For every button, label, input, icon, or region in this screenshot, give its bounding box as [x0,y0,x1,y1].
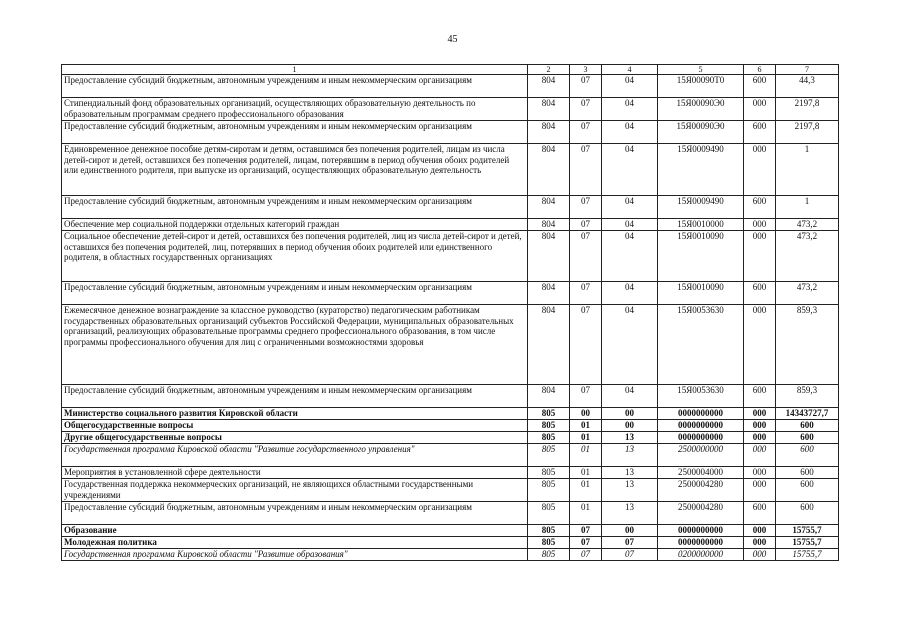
row-code-5: 0000000000 [658,537,744,549]
table-row [62,479,839,502]
row-description: Ежемесячное денежное вознаграждение за классное руководство (кураторство) педагогическим работникам государственных образовательных организаций субъектов Российской Федерации, муниципальных образовательных организаций, реализующих образовательные программы среднего профессионального образования, в том числе программы профессионального обучения для лиц с ограниченными возможностями здоровья [62,305,528,385]
row-description: Предоставление субсидий бюджетным, автономным учреждениям и иным некоммерческим организациям [62,282,528,305]
row-description: Предоставление субсидий бюджетным, автономным учреждениям и иным некоммерческим организациям [62,75,528,98]
row-code-4: 13 [602,502,658,525]
row-code-5: 0200000000 [658,549,744,561]
row-amount: 473,2 [776,219,839,231]
row-code-2: 805 [528,502,570,525]
row-code-2: 804 [528,231,570,282]
row-code-6: 600 [744,282,776,305]
row-code-2: 804 [528,144,570,196]
row-amount: 600 [776,444,839,467]
row-amount: 859,3 [776,305,839,385]
row-amount: 600 [776,467,839,479]
row-code-5: 15Я0053630 [658,305,744,385]
column-header-4: 4 [602,65,658,75]
row-amount: 15755,7 [776,549,839,561]
row-description: Стипендиальный фонд образовательных организаций, осуществляющих образовательную деятельность по образовательным программам среднего профессионального образования [62,98,528,121]
row-code-6: 600 [744,385,776,408]
row-code-4: 04 [602,305,658,385]
page-number: 45 [447,34,458,45]
row-code-2: 805 [528,549,570,561]
row-code-5: 15Я0010090 [658,282,744,305]
row-amount: 1 [776,196,839,219]
row-code-5: 15Я00090Т0 [658,75,744,98]
row-code-3: 07 [570,525,602,537]
row-amount: 600 [776,420,839,432]
table-row [62,98,839,121]
row-code-3: 07 [570,231,602,282]
row-code-5: 15Я00090Э0 [658,121,744,144]
row-code-3: 07 [570,385,602,408]
row-amount: 14343727,7 [776,408,839,420]
row-code-6: 600 [744,502,776,525]
row-code-6: 000 [744,231,776,282]
row-code-3: 07 [570,537,602,549]
table-row [62,502,839,525]
row-code-4: 13 [602,432,658,444]
row-code-2: 804 [528,219,570,231]
row-code-3: 07 [570,121,602,144]
row-amount: 859,3 [776,385,839,408]
column-header-2: 2 [528,65,570,75]
row-code-6: 000 [744,219,776,231]
row-description: Социальное обеспечение детей-сирот и детей, оставшихся без попечения родителей, лиц из числа детей-сирот и детей, оставшихся без попечения родителей, лиц, потерявших в период обучения обоих родителей или единственного родителя, в областных государственных организациях [62,231,528,282]
row-amount: 2197,8 [776,121,839,144]
row-code-3: 01 [570,502,602,525]
row-description: Государственная поддержка некоммерческих организаций, не являющихся областными государственными учреждениями [62,479,528,502]
row-code-4: 04 [602,282,658,305]
column-header-5: 5 [658,65,744,75]
row-code-4: 04 [602,196,658,219]
row-amount: 15755,7 [776,525,839,537]
row-code-5: 2500000000 [658,444,744,467]
row-code-3: 01 [570,467,602,479]
row-code-6: 000 [744,525,776,537]
row-code-2: 804 [528,305,570,385]
row-description: Предоставление субсидий бюджетным, автономным учреждениям и иным некоммерческим организациям [62,502,528,525]
row-description: Общегосударственные вопросы [62,420,528,432]
row-code-5: 0000000000 [658,420,744,432]
row-description: Министерство социального развития Кировской области [62,408,528,420]
row-amount: 600 [776,432,839,444]
row-description: Государственная программа Кировской области "Развитие государственного управления" [62,444,528,467]
row-code-6: 600 [744,75,776,98]
row-code-2: 804 [528,282,570,305]
row-code-4: 00 [602,420,658,432]
row-description: Обеспечение мер социальной поддержки отдельных категорий граждан [62,219,528,231]
row-code-3: 07 [570,282,602,305]
row-code-6: 000 [744,444,776,467]
row-amount: 44,3 [776,75,839,98]
table-row [62,420,839,432]
row-amount: 15755,7 [776,537,839,549]
table-row [62,282,839,305]
row-code-3: 07 [570,98,602,121]
row-code-4: 13 [602,444,658,467]
row-code-4: 04 [602,385,658,408]
table-row [62,231,839,282]
row-code-4: 00 [602,408,658,420]
row-code-5: 15Я00090Э0 [658,98,744,121]
row-code-6: 600 [744,196,776,219]
row-code-4: 04 [602,75,658,98]
row-code-6: 000 [744,537,776,549]
row-code-6: 000 [744,144,776,196]
row-code-3: 07 [570,144,602,196]
table-row [62,537,839,549]
row-code-4: 00 [602,525,658,537]
table-row [62,467,839,479]
row-code-3: 07 [570,549,602,561]
row-code-2: 804 [528,98,570,121]
table-row [62,144,839,196]
row-code-4: 07 [602,537,658,549]
row-code-6: 000 [744,420,776,432]
table-row [62,385,839,408]
row-description: Предоставление субсидий бюджетным, автономным учреждениям и иным некоммерческим организациям [62,385,528,408]
column-header-7: 7 [776,65,839,75]
row-amount: 473,2 [776,282,839,305]
budget-table [61,64,839,561]
row-code-2: 805 [528,420,570,432]
row-description: Мероприятия в установленной сфере деятельности [62,467,528,479]
row-description: Образование [62,525,528,537]
table-row [62,408,839,420]
row-code-3: 07 [570,196,602,219]
row-code-6: 000 [744,549,776,561]
row-code-5: 2500004280 [658,502,744,525]
row-code-5: 15Я0053630 [658,385,744,408]
row-code-2: 804 [528,385,570,408]
row-code-4: 13 [602,467,658,479]
column-header-3: 3 [570,65,602,75]
row-code-6: 600 [744,121,776,144]
row-code-3: 07 [570,219,602,231]
table-body [62,75,839,561]
row-code-5: 15Я0009490 [658,196,744,219]
row-description: Единовременное денежное пособие детям-сиротам и детям, оставшимся без попечения родителей, лицам из числа детей-сирот и детей, оставшихся без попечения родителей, лицам, потерявшим в период обучения обоих родителей или единственного родителя, при выпуске из организаций, осуществляющих образовательную деятельность [62,144,528,196]
table-row [62,196,839,219]
row-description: Молодежная политика [62,537,528,549]
row-code-5: 0000000000 [658,408,744,420]
row-code-5: 15Я0009490 [658,144,744,196]
row-code-2: 804 [528,75,570,98]
row-code-2: 804 [528,196,570,219]
row-code-6: 000 [744,98,776,121]
row-code-3: 01 [570,432,602,444]
row-amount: 473,2 [776,231,839,282]
row-code-5: 0000000000 [658,525,744,537]
row-code-2: 805 [528,467,570,479]
row-code-5: 0000000000 [658,432,744,444]
row-code-3: 01 [570,479,602,502]
row-description: Предоставление субсидий бюджетным, автономным учреждениям и иным некоммерческим организациям [62,196,528,219]
table-row [62,525,839,537]
row-code-3: 01 [570,444,602,467]
row-code-6: 000 [744,408,776,420]
table-row [62,432,839,444]
table-row [62,549,839,561]
row-code-2: 805 [528,479,570,502]
row-code-3: 07 [570,75,602,98]
row-description: Государственная программа Кировской области "Развитие образования" [62,549,528,561]
row-code-6: 000 [744,467,776,479]
row-code-3: 00 [570,408,602,420]
row-code-5: 15Я0010090 [658,231,744,282]
row-code-5: 2500004000 [658,467,744,479]
row-description: Другие общегосударственные вопросы [62,432,528,444]
row-description: Предоставление субсидий бюджетным, автономным учреждениям и иным некоммерческим организациям [62,121,528,144]
table-row [62,75,839,98]
table-row [62,219,839,231]
row-code-2: 805 [528,444,570,467]
table-row [62,444,839,467]
row-amount: 1 [776,144,839,196]
row-code-4: 13 [602,479,658,502]
row-code-5: 2500004280 [658,479,744,502]
row-code-2: 805 [528,537,570,549]
row-code-5: 15Я0010000 [658,219,744,231]
row-code-4: 04 [602,121,658,144]
row-code-4: 07 [602,549,658,561]
row-code-3: 01 [570,420,602,432]
row-code-4: 04 [602,231,658,282]
row-code-4: 04 [602,144,658,196]
row-amount: 600 [776,479,839,502]
row-amount: 600 [776,502,839,525]
row-code-6: 000 [744,305,776,385]
row-code-6: 000 [744,432,776,444]
row-code-4: 04 [602,219,658,231]
row-code-2: 805 [528,408,570,420]
table-row [62,305,839,385]
row-code-3: 07 [570,305,602,385]
row-code-4: 04 [602,98,658,121]
column-header-1: 1 [62,65,528,75]
table-header-row [62,65,839,75]
row-code-2: 804 [528,121,570,144]
row-amount: 2197,8 [776,98,839,121]
row-code-2: 805 [528,432,570,444]
row-code-6: 000 [744,479,776,502]
table-row [62,121,839,144]
column-header-6: 6 [744,65,776,75]
row-code-2: 805 [528,525,570,537]
